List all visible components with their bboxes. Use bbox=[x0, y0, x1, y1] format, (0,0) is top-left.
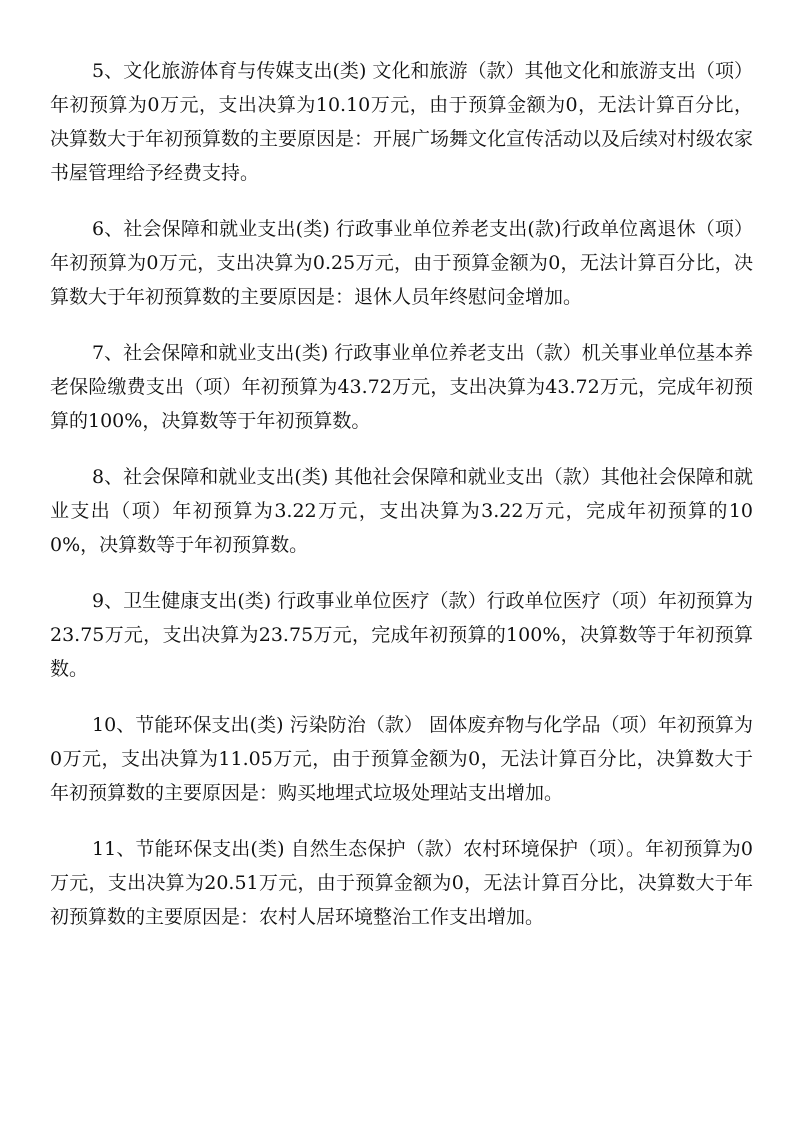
document-body bbox=[50, 54, 753, 934]
paragraph-item-10: 10、节能环保支出(类) 污染防治（款） 固体废弃物与化学品（项）年初预算为0万元，支出决算为11.05万元，由于预算金额为0，无法计算百分比，决算数大于年初预算数的主要原因是：购买地埋式垃圾处理站支出增加。 bbox=[50, 714, 753, 804]
paragraph-item-6: 6、社会保障和就业支出(类) 行政事业单位养老支出(款)行政单位离退休（项）年初预算为0万元，支出决算为0.25万元，由于预算金额为0，无法计算百分比，决算数大于年初预算数的主要原因是：退休人员年终慰问金增加。 bbox=[50, 218, 753, 308]
paragraph-item-8: 8、社会保障和就业支出(类) 其他社会保障和就业支出（款）其他社会保障和就业支出（项）年初预算为3.22万元，支出决算为3.22万元，完成年初预算的100%，决算数等于年初预算数。 bbox=[50, 466, 753, 556]
paragraph-item-9: 9、卫生健康支出(类) 行政事业单位医疗（款）行政单位医疗（项）年初预算为23.75万元，支出决算为23.75万元，完成年初预算的100%，决算数等于年初预算数。 bbox=[50, 590, 753, 680]
paragraph-item-7: 7、社会保障和就业支出(类) 行政事业单位养老支出（款）机关事业单位基本养老保险缴费支出（项）年初预算为43.72万元，支出决算为43.72万元，完成年初预算的100%，决算数等于年初预算数。 bbox=[50, 342, 753, 432]
paragraph-item-5: 5、文化旅游体育与传媒支出(类) 文化和旅游（款）其他文化和旅游支出（项）年初预算为0万元，支出决算为10.10万元，由于预算金额为0，无法计算百分比，决算数大于年初预算数的主要原因是：开展广场舞文化宣传活动以及后续对村级农家书屋管理给予经费支持。 bbox=[50, 60, 754, 184]
paragraph-item-11: 11、节能环保支出(类) 自然生态保护（款）农村环境保护（项）。年初预算为0万元，支出决算为20.51万元，由于预算金额为0，无法计算百分比，决算数大于年初预算数的主要原因是：农村人居环境整治工作支出增加。 bbox=[50, 838, 753, 928]
